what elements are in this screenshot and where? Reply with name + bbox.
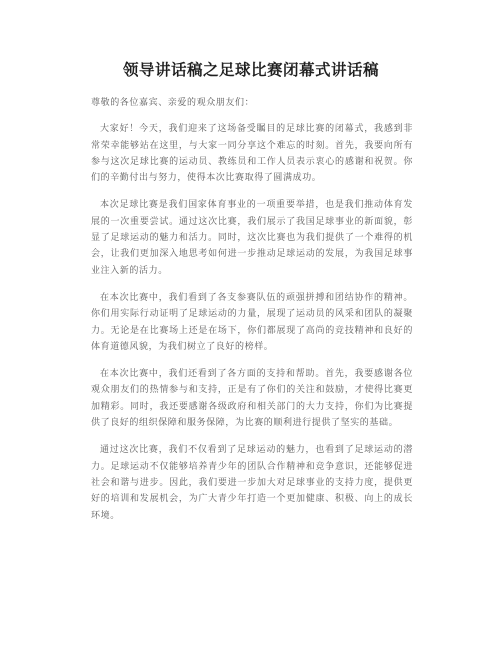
body-paragraph-1: 大家好！今天，我们迎来了这场备受瞩目的足球比赛的闭幕式，我感到非常荣幸能够站在这里，与大家一同分享这个难忘的时刻。首先，我要向所有参与这次足球比赛的运动员、教练员和工作人员表示衷心的感谢和祝贺。你们的辛勤付出与努力，使得本次比赛取得了圆满成功。 [91, 124, 413, 184]
document-title: 领导讲话稿之足球比赛闭幕式讲话稿 [122, 61, 379, 79]
body-paragraph-3: 在本次比赛中，我们看到了各支参赛队伍的顽强拼搏和团结协作的精神。你们用实际行动证明了足球运动的力量，展现了运动员的风采和团队的凝聚力。无论是在比赛场上还是在场下，你们都展现了高尚的竞技精神和良好的体育道德风貌，为我们树立了良好的榜样。 [91, 292, 413, 352]
body-paragraph-4: 在本次比赛中，我们还看到了各方面的支持和帮助。首先，我要感谢各位观众朋友们的热情参与和支持，正是有了你们的关注和鼓励，才使得比赛更加精彩。同时，我还要感谢各级政府和相关部门的大力支持，你们为比赛提供了良好的组织保障和服务保障，为比赛的顺利进行提供了坚实的基础。 [91, 369, 413, 429]
body-paragraph-2: 本次足球比赛是我们国家体育事业的一项重要举措，也是我们推动体育发展的一次重要尝试。通过这次比赛，我们展示了我国足球事业的新面貌，彰显了足球运动的魅力和活力。同时，这次比赛也为我们提供了一个难得的机会，让我们更加深入地思考如何进一步推动足球运动的发展，为我国足球事业注入新的活力。 [91, 200, 413, 276]
document-body [91, 95, 413, 535]
body-paragraph-5: 通过这次比赛，我们不仅看到了足球运动的魅力，也看到了足球运动的潜力。足球运动不仅能够培养青少年的团队合作精神和竞争意识，还能够促进社会和谐与进步。因此，我们要进一步加大对足球事业的支持力度，提供更好的培训和发展机会，为广大青少年打造一个更加健康、积极、向上的成长环境。 [91, 445, 413, 521]
greeting-line: 尊敬的各位嘉宾、亲爱的观众朋友们： [91, 98, 255, 108]
